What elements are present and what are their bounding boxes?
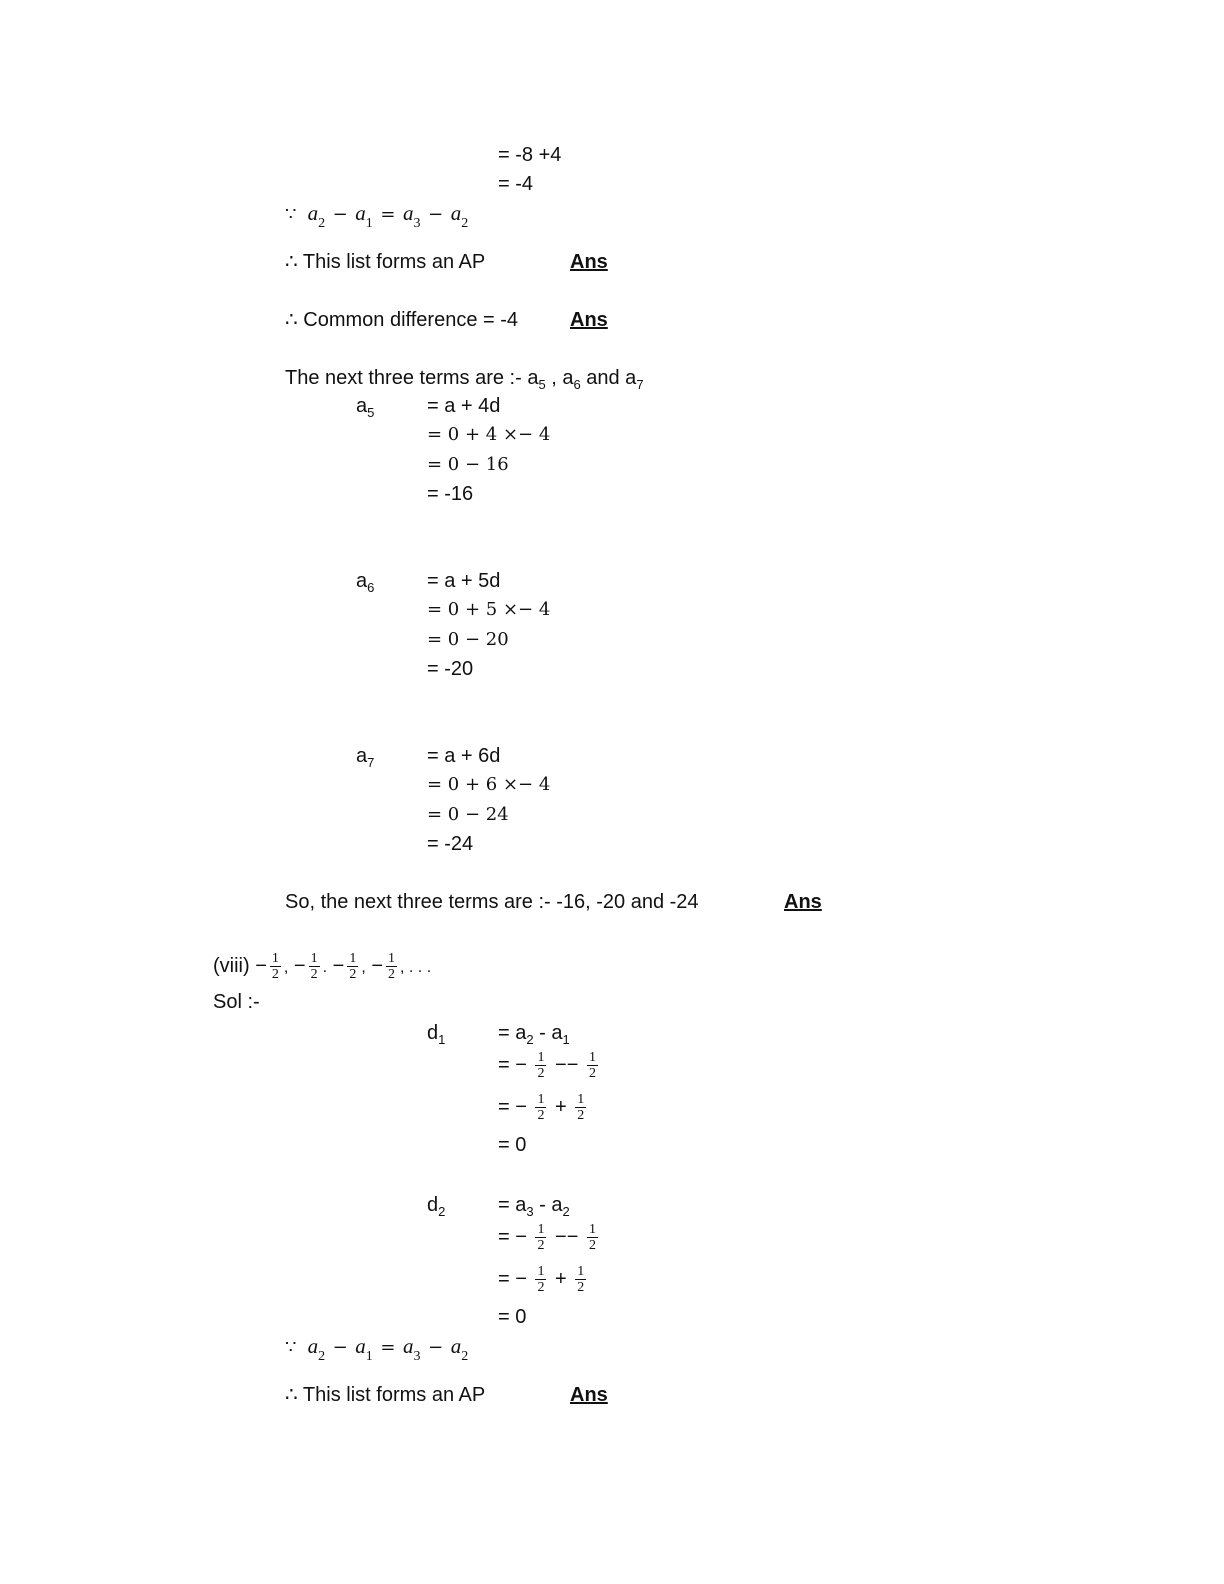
difference-definition: = $a_3 - a_2$ bbox=[498, 1194, 570, 1219]
because-symbol: ∵ bbox=[285, 204, 297, 224]
question-viii bbox=[213, 950, 431, 984]
ap-condition-equation: ∵ $a_2 - a_1 = a_3 - a_2$ bbox=[285, 1334, 469, 1364]
term-label-a5: $a_5$ bbox=[356, 395, 375, 420]
because-symbol: ∵ bbox=[285, 1337, 297, 1357]
ans-label: Ans bbox=[570, 309, 608, 331]
continuation-line-1: = -8 +4 bbox=[498, 144, 562, 166]
term-step: = 0 + 4 ×− 4 bbox=[427, 424, 551, 445]
term-step: = 0 + 6 ×− 4 bbox=[427, 774, 551, 795]
difference-step: = − $\frac{1}{2}$ −− $\frac{1}{2}$ bbox=[498, 1222, 596, 1254]
ans-label: Ans bbox=[570, 1384, 608, 1406]
term-step: = a + 6d bbox=[427, 745, 501, 767]
common-difference-text: ∴ Common difference = -4 bbox=[285, 309, 519, 331]
term-step: = a + 4d bbox=[427, 395, 501, 417]
solution-label: Sol :- bbox=[213, 991, 260, 1013]
sequence-term: − $\frac{1}{2}$ , bbox=[332, 951, 366, 983]
ans-label: Ans bbox=[570, 251, 608, 273]
conclusion-ap-text: ∴ This list forms an AP bbox=[285, 251, 486, 273]
term-step: = 0 + 5 ×− 4 bbox=[427, 599, 551, 620]
term-step: = 0 − 24 bbox=[427, 804, 509, 825]
difference-step: = − $\frac{1}{2}$ + $\frac{1}{2}$ bbox=[498, 1092, 585, 1124]
term-result: = -16 bbox=[427, 483, 474, 505]
term-step: = 0 − 20 bbox=[427, 629, 509, 650]
difference-definition: = $a_2 - a_1$ bbox=[498, 1022, 570, 1047]
sequence-term: − $\frac{1}{2}$ , . . . bbox=[371, 951, 432, 983]
term-result: = -24 bbox=[427, 833, 474, 855]
term-step: = 0 − 16 bbox=[427, 454, 509, 475]
ans-label: Ans bbox=[784, 891, 822, 913]
term-step: = a + 5d bbox=[427, 570, 501, 592]
difference-step: = − $\frac{1}{2}$ + $\frac{1}{2}$ bbox=[498, 1264, 585, 1296]
sequence-term: − $\frac{1}{2}$ . bbox=[293, 951, 328, 983]
difference-result: = 0 bbox=[498, 1134, 527, 1156]
ap-condition-equation: ∵ $a_2 - a_1 = a_3 - a_2$ bbox=[285, 201, 469, 231]
question-number: (viii) bbox=[213, 955, 250, 977]
continuation-line-2: = -4 bbox=[498, 173, 534, 195]
difference-label-d1: $d_1$ bbox=[427, 1022, 446, 1047]
conclusion-ap-text: ∴ This list forms an AP bbox=[285, 1384, 486, 1406]
next-terms-summary: So, the next three terms are :- -16, -20 and -24 bbox=[285, 891, 699, 913]
next-terms-intro: The next three terms are :- $a_5$ , $a_6$ and $a_7$ bbox=[285, 367, 644, 392]
term-result: = -20 bbox=[427, 658, 474, 680]
difference-result: = 0 bbox=[498, 1306, 527, 1328]
term-label-a7: $a_7$ bbox=[356, 745, 375, 770]
difference-label-d2: $d_2$ bbox=[427, 1194, 446, 1219]
difference-step: = − $\frac{1}{2}$ −− $\frac{1}{2}$ bbox=[498, 1050, 596, 1082]
term-label-a6: $a_6$ bbox=[356, 570, 375, 595]
sequence-term: − $\frac{1}{2}$ , bbox=[255, 951, 289, 983]
